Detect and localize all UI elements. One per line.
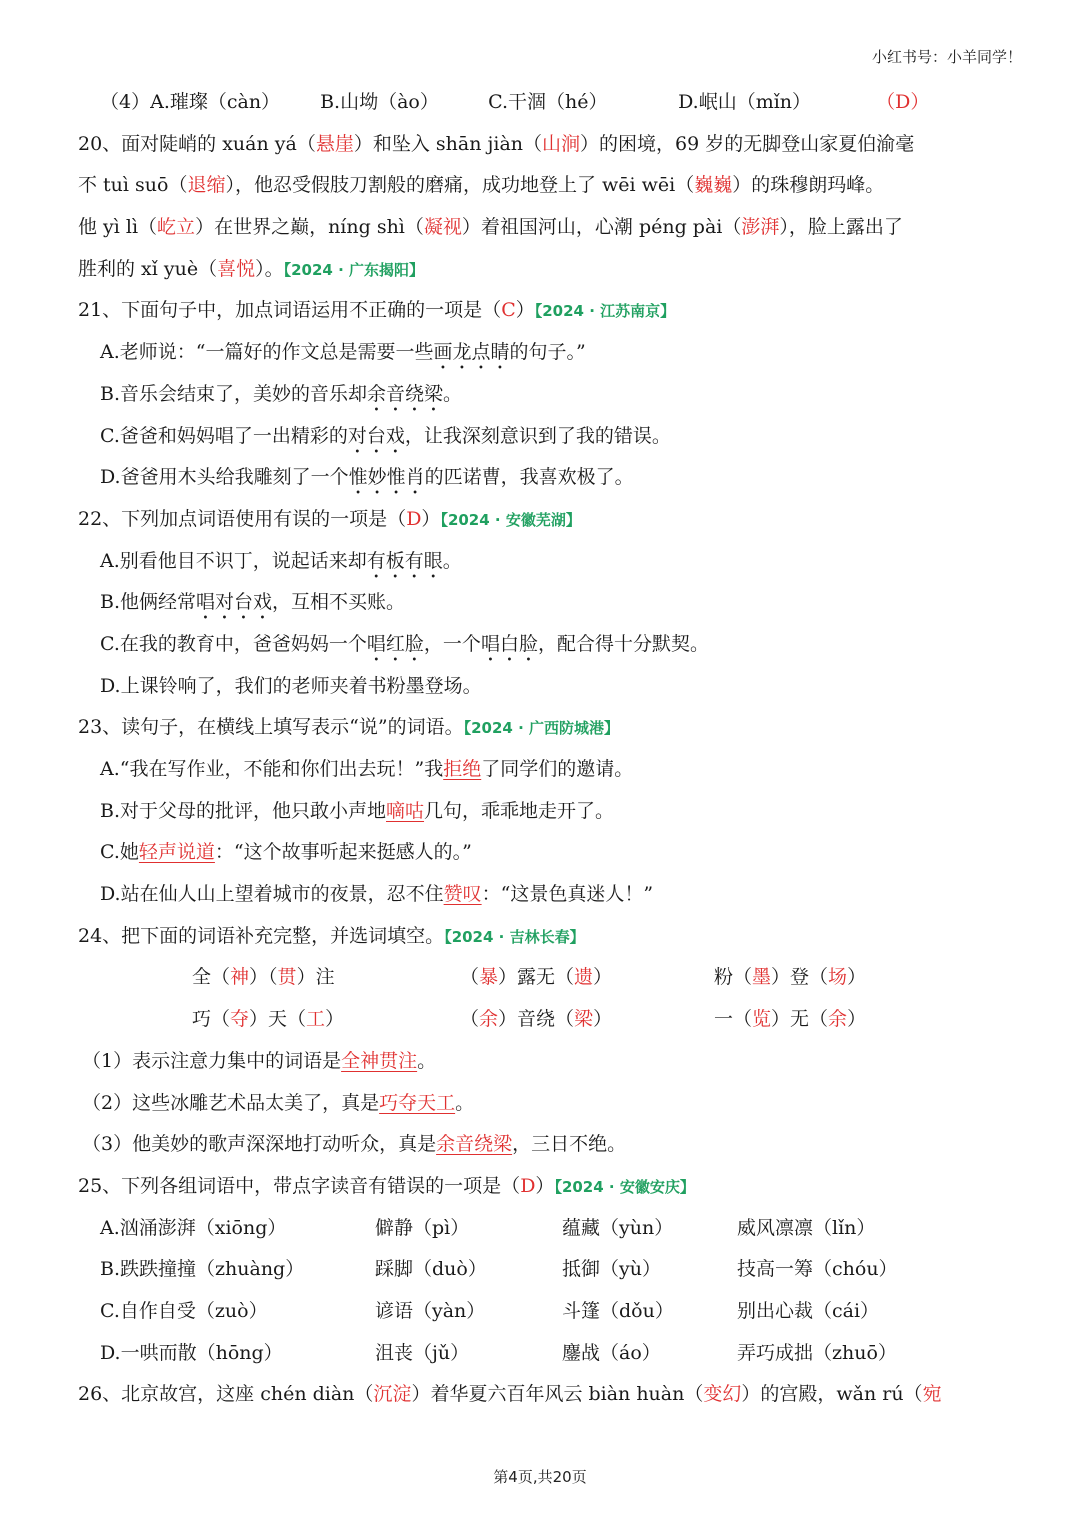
option-text: ，互相不买账。	[272, 591, 406, 614]
q22-stem-end: ）	[421, 507, 441, 530]
q20-answer: 凝视	[423, 216, 462, 239]
sentence-text: ，三日不绝。	[512, 1133, 627, 1156]
dotted-word: 唱红脸	[366, 632, 424, 655]
q20-answer: 喜悦	[217, 257, 256, 280]
option-text: D.站在仙人山上望着城市的夜景，忍不住	[100, 883, 444, 906]
idiom-answer: 墨	[752, 966, 772, 989]
option-text: A.别看他目不识丁，说起话来却	[100, 549, 367, 572]
q22-stem	[78, 499, 1008, 541]
idiom-blank	[192, 999, 460, 1041]
idiom-text: ）音绕（	[498, 1008, 575, 1031]
pinyin-item: 抵御（yù）	[562, 1258, 661, 1281]
q20-answer: 退缩	[187, 174, 226, 197]
q25-stem-text: 25、下列各组词语中，带点字读音有错误的一项是（	[78, 1174, 521, 1197]
source-tag: 【2024 · 安徽安庆】	[554, 1177, 695, 1196]
q22-option-d: D.上课铃响了，我们的老师夹着书粉墨登场。	[100, 674, 482, 697]
idiom-answer: 工	[306, 1008, 326, 1031]
sentence-text: （3）他美妙的歌声深深地打动听众，真是	[82, 1133, 437, 1156]
q21-option-a	[78, 332, 1008, 374]
q21-option-d	[78, 457, 1008, 499]
pinyin-item: B.跌跌撞撞（zhuàng）	[100, 1258, 305, 1281]
option-text: 了同学们的邀请。	[481, 758, 634, 780]
pinyin-item: 别出心裁（cái）	[737, 1299, 880, 1322]
q20-line-1	[78, 124, 1008, 166]
filled-blank: 拒绝	[443, 758, 482, 780]
idiom-answer: 暴	[479, 966, 499, 989]
pinyin-item: 斗篷（dǒu）	[562, 1299, 674, 1322]
q23-option-a	[78, 749, 1008, 791]
idiom-blank	[192, 957, 460, 999]
q24-stem-text: 24、把下面的词语补充完整，并选词填空。	[78, 924, 445, 947]
filled-blank: 全神贯注	[341, 1049, 418, 1072]
idiom-text: 粉（	[714, 966, 753, 989]
idiom-answer: 余	[479, 1008, 499, 1031]
watermark: 小红书号：小羊同学！	[871, 48, 1022, 66]
idiom-answer: 场	[828, 966, 848, 989]
pinyin-item: 技高一筹（chóu）	[737, 1258, 898, 1281]
q20-text: 胜利的 xǐ yuè（	[78, 257, 218, 280]
option-text: C.在我的教育中，爸爸妈妈一个	[100, 632, 367, 655]
q21-stem	[78, 290, 1008, 332]
q23-stem-text: 23、读句子，在横线上填写表示“说”的词语。	[78, 716, 464, 739]
q22-stem-text: 22、下列加点词语使用有误的一项是（	[78, 507, 407, 530]
idiom-answer: 览	[752, 1008, 772, 1031]
idiom-text: ）	[593, 1008, 613, 1031]
idiom-text: ）露无（	[498, 966, 575, 989]
filled-blank: 赞叹	[443, 883, 482, 906]
option-text: ，一个	[423, 632, 481, 655]
q19-answer: （D）	[876, 91, 930, 113]
q21-stem-end: ）	[515, 299, 535, 322]
option-text: C.她	[100, 841, 139, 864]
q25-stem-end: ）	[535, 1174, 555, 1197]
q20-answer: 悬崖	[315, 132, 354, 155]
idiom-blank	[714, 957, 866, 999]
q20-answer: 巍巍	[694, 174, 733, 197]
pinyin-item: 鏖战（áo）	[562, 1341, 661, 1364]
q22-option-c	[78, 624, 1008, 666]
idiom-text: 巧（	[192, 1008, 231, 1031]
q25-answer: D	[520, 1174, 536, 1197]
pinyin-item: 蕴藏（yùn）	[562, 1216, 674, 1239]
q20-text: 20、面对陡峭的 xuán yá（	[78, 132, 316, 155]
q20-text: 不 tuì suō（	[78, 174, 188, 197]
option-text: ，让我深刻意识到了我的错误。	[404, 424, 671, 447]
idiom-text: ）注	[296, 966, 335, 989]
filled-blank: 嘀咕	[386, 799, 425, 822]
idiom-text: ）（	[249, 966, 278, 989]
q25-row-c	[78, 1291, 1008, 1333]
option-text: B.他俩经常	[100, 591, 197, 614]
q20-text: ），他忍受假肢刀割般的磨痛，成功地登上了 wēi wēi（	[225, 174, 695, 197]
pinyin-item: 沮丧（jǔ）	[375, 1341, 470, 1364]
dotted-word: 唱对台戏	[196, 591, 273, 614]
pinyin-item: 谚语（yàn）	[375, 1299, 486, 1322]
option-text: D.爸爸用木头给我雕刻了一个	[100, 466, 349, 489]
q20-answer: 屹立	[157, 216, 196, 239]
idiom-text: ）	[847, 1008, 867, 1031]
option-text: 的句子。”	[509, 341, 586, 364]
sentence-text: 。	[417, 1049, 437, 1072]
q24-sentence-2	[78, 1083, 1008, 1125]
q20-text: ）的珠穆朗玛峰。	[732, 174, 885, 197]
q26-line-1	[78, 1374, 1008, 1416]
q25-row-a	[78, 1208, 1008, 1250]
pinyin-item: A.汹涌澎湃（xiōng）	[100, 1216, 287, 1239]
source-tag: 【2024 · 吉林长春】	[444, 927, 585, 946]
q26-answer: 宛	[922, 1383, 942, 1406]
q24-sentence-3	[78, 1124, 1008, 1166]
idiom-text: ）天（	[249, 1008, 307, 1031]
pinyin-item: 弄巧成拙（zhuō）	[737, 1341, 897, 1364]
q24-sentence-1	[78, 1041, 1008, 1083]
option-text: 几句，乖乖地走开了。	[424, 799, 615, 822]
dotted-word: 余音绕梁	[367, 382, 444, 405]
q23-option-c	[78, 832, 1008, 874]
q26-answer: 变幻	[703, 1383, 742, 1406]
source-tag: 【2024 · 广东揭阳】	[283, 260, 425, 279]
option-text: ，配合得十分默契。	[537, 632, 709, 655]
dotted-word: 对台戏	[347, 424, 405, 447]
q19-option-c: C.干涸（hé）	[488, 91, 608, 113]
q25-row-d	[78, 1333, 1008, 1375]
q21-option-c	[78, 416, 1008, 458]
q25-row-b	[78, 1249, 1008, 1291]
q20-text: ）着祖国河山，心潮 péng pài（	[461, 216, 742, 239]
option-text: C.爸爸和妈妈唱了一出精彩的	[100, 424, 348, 447]
q19-option-a: A.璀璨（càn）	[150, 91, 281, 113]
q20-text: ）的困境，69 岁的无脚登山家夏伯渝毫	[580, 132, 915, 155]
source-tag: 【2024 · 安徽芜湖】	[440, 510, 581, 529]
source-tag: 【2024 · 广西防城港】	[463, 719, 620, 738]
dotted-word: 有板有眼	[366, 549, 443, 572]
idiom-text: ）无（	[771, 1008, 829, 1031]
q20-text: ），脸上露出了	[779, 216, 903, 239]
idiom-text: （	[460, 966, 480, 989]
option-text: B.对于父母的批评，他只敢小声地	[100, 799, 387, 822]
q20-line-2	[78, 165, 1008, 207]
document-body	[78, 82, 1008, 1416]
idiom-blank	[460, 999, 714, 1041]
option-text: A.“我在写作业，不能和你们出去玩！”我	[100, 758, 444, 780]
idiom-answer: 神	[230, 966, 250, 989]
pinyin-item: 威风凛凛（lǐn）	[737, 1216, 876, 1239]
option-text: 。	[442, 549, 462, 572]
q26-answer: 沉淀	[373, 1383, 412, 1406]
dotted-word: 唱白脸	[480, 632, 538, 655]
q19-option-row	[78, 82, 1008, 124]
q20-answer: 山涧	[542, 132, 581, 155]
idiom-answer: 梁	[574, 1008, 594, 1031]
q23-stem	[78, 707, 1008, 749]
q19-option-d: D.岷山（mǐn）	[678, 91, 812, 113]
q20-text: ）和坠入 shān jiàn（	[353, 132, 543, 155]
q23-option-b	[78, 791, 1008, 833]
q20-line-3	[78, 207, 1008, 249]
idiom-text: 全（	[192, 966, 231, 989]
idiom-answer: 夺	[230, 1008, 250, 1031]
sentence-text: 。	[455, 1091, 475, 1114]
q25-stem	[78, 1166, 1008, 1208]
q19-option-b: B.山坳（ào）	[320, 91, 439, 113]
option-text: ：“这景色真迷人！”	[481, 883, 654, 906]
idiom-text: 一（	[714, 1008, 753, 1031]
q23-option-d	[78, 874, 1008, 916]
pinyin-item: D.一哄而散（hōng）	[100, 1341, 283, 1364]
idiom-text: ）	[847, 966, 867, 989]
pinyin-item: 踩脚（duò）	[375, 1258, 487, 1281]
q22-option-b	[78, 582, 1008, 624]
q21-answer: C	[501, 299, 516, 322]
q21-option-b	[78, 374, 1008, 416]
q22-answer: D	[406, 507, 422, 530]
q20-text: 他 yì lì（	[78, 216, 158, 239]
q19-prefix: （4）	[100, 91, 151, 113]
idiom-text: ）	[593, 966, 613, 989]
sentence-text: （2）这些冰雕艺术品太美了，真是	[82, 1091, 380, 1114]
filled-blank: 轻声说道	[138, 841, 215, 864]
q20-text: ）在世界之巅，níng shì（	[195, 216, 424, 239]
idiom-answer: 余	[828, 1008, 848, 1031]
option-text: A.老师说：“一篇好的作文总是需要一些	[100, 341, 434, 364]
source-tag: 【2024 · 江苏南京】	[534, 302, 676, 321]
option-text: 。	[443, 382, 463, 405]
q24-stem	[78, 916, 1008, 958]
page-number: 第4页,共20页	[493, 1468, 587, 1486]
q20-text: ）。	[255, 257, 284, 280]
idiom-text: ）登（	[771, 966, 829, 989]
q26-text: 26、北京故宫，这座 chén diàn（	[78, 1383, 374, 1406]
q20-answer: 澎湃	[741, 216, 780, 239]
dotted-word: 惟妙惟肖	[348, 466, 425, 489]
idiom-text: ）	[325, 1008, 345, 1031]
q26-text: ）着华夏六百年风云 biàn huàn（	[411, 1383, 704, 1406]
q20-line-4	[78, 249, 1008, 291]
pinyin-item: 僻静（pì）	[375, 1216, 470, 1239]
idiom-text: （	[460, 1008, 480, 1031]
filled-blank: 巧夺天工	[379, 1091, 456, 1114]
q24-word-row-2	[78, 999, 1008, 1041]
idiom-answer: 贯	[277, 966, 297, 989]
q21-stem-text: 21、下面句子中，加点词语运用不正确的一项是（	[78, 299, 502, 322]
sentence-text: （1）表示注意力集中的词语是	[82, 1049, 342, 1072]
pinyin-item: C.自作自受（zuò）	[100, 1299, 268, 1322]
idiom-blank	[460, 957, 714, 999]
idiom-blank	[714, 999, 866, 1041]
option-text: ：“这个故事听起来挺感人的。”	[214, 841, 472, 864]
q26-text: ）的宫殿，wǎn rú（	[741, 1383, 923, 1406]
q24-word-row-1	[78, 957, 1008, 999]
idiom-answer: 遗	[574, 966, 594, 989]
dotted-word: 画龙点睛	[433, 341, 510, 364]
filled-blank: 余音绕梁	[436, 1133, 513, 1156]
q22-option-a	[78, 541, 1008, 583]
option-text: 的匹诺曹，我喜欢极了。	[424, 466, 634, 489]
option-text: B.音乐会结束了，美妙的音乐却	[100, 382, 368, 405]
